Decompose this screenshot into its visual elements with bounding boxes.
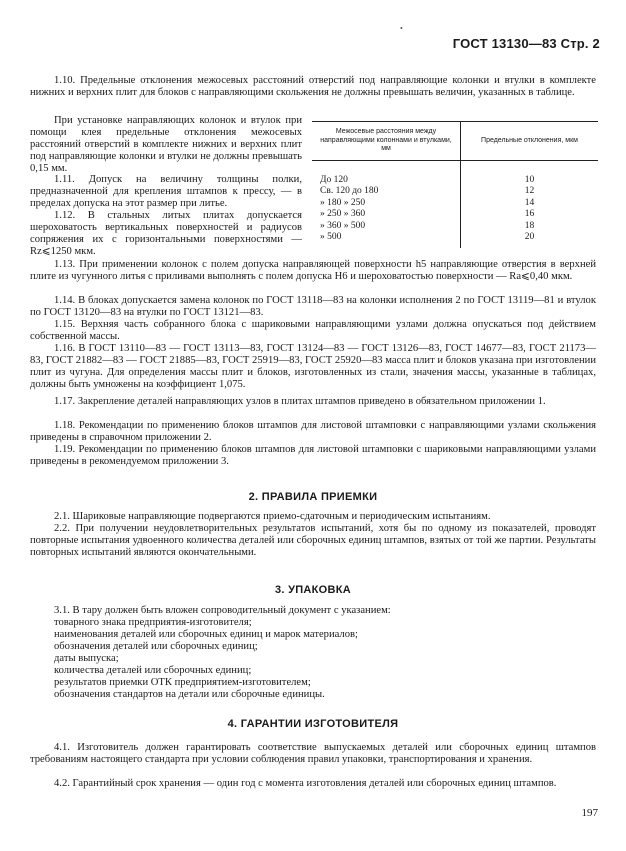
paragraph-4-2: 4.2. Гарантийный срок хранения — один год с момента изготовления деталей или сборочных единиц штампов.: [54, 778, 557, 789]
list-item: результатов приемки ОТК предприятием-изготовителем;: [54, 677, 311, 688]
page-header: ГОСТ 13130—83 Стр. 2: [452, 36, 600, 51]
paragraph-2-2: 2.2. При получении неудовлетворительных результатов испытаний, хотя бы по одному из показателей, проводят повторные испытания удвоенного количества деталей или сборочных единиц штампов, взятых от той же партии. Результаты повторных испытаний являются окончательными.: [30, 523, 596, 558]
paragraph-1-17: 1.17. Закрепление деталей направляющих узлов в плитах штампов приведено в обязательном приложении 1.: [54, 396, 546, 407]
paragraph-1-16: 1.16. В ГОСТ 13110—83 — ГОСТ 13113—83, ГОСТ 13124—83 — ГОСТ 13126—83, ГОСТ 14677—83, ГОСТ 21173—83, ГОСТ 21882—83 — ГОСТ 21885—83, ГОСТ 25919—83, ГОСТ 25920—83 масса плит и блоков указана при изготовлении плит из чугуна. Для определения массы плит и блоков, изготовленных из стали, значения массы, указанные в таблицах, должны быть умножены на коэффициент 1,075.: [30, 343, 596, 390]
page-number: 197: [581, 807, 598, 819]
list-item: обозначения стандартов на детали или сборочные единицы.: [54, 689, 325, 700]
paragraph-4-1: 4.1. Изготовитель должен гарантировать соответствие выпускаемых деталей или сборочных единиц штампов требованиям настоящего стандарта при условии соблюдения правил упаковки, транспортирования и хранения.: [30, 742, 596, 765]
table-header-distance: Межосевые расстояния между направляющими колоннами и втулками, мм: [312, 122, 461, 161]
list-item: даты выпуска;: [54, 653, 119, 664]
list-item: наименования деталей или сборочных единиц и марок материалов;: [54, 629, 358, 640]
paragraph-2-1: 2.1. Шариковые направляющие подвергаются приемо-сдаточным и периодическим испытаниям.: [54, 511, 491, 522]
table-row: » 360 » 500 18: [312, 221, 598, 233]
section-2-title: 2. ПРАВИЛА ПРИЕМКИ: [248, 491, 378, 503]
table-row: До 120 10: [312, 160, 598, 186]
paragraph-3-1: 3.1. В тару должен быть вложен сопроводительный документ с указанием:: [54, 605, 391, 616]
paragraph-1-15: 1.15. Верхняя часть собранного блока с шариковыми направляющими узлами должна опускаться под действием собственной массы.: [30, 319, 596, 342]
list-item: количества деталей или сборочных единиц;: [54, 665, 252, 676]
list-item: товарного знака предприятия-изготовителя;: [54, 617, 252, 628]
section-4-title: 4. ГАРАНТИИ ИЗГОТОВИТЕЛЯ: [227, 718, 399, 730]
packaging-list: [54, 617, 594, 701]
margin-mark: •: [400, 24, 403, 33]
deviation-table: [312, 121, 598, 248]
paragraph-1-18: 1.18. Рекомендации по применению блоков штампов для листовой штамповки с направляющими узлами скольжения приведены в справочном приложении 2.: [30, 420, 596, 443]
paragraph-glue: При установке направляющих колонок и втулок при помощи клея предельные отклонения межосевых расстояний отверстий в комплекте нижних и верхних плит под направляющие колонки и втулки не должны превышать 0,15 мм.: [30, 115, 302, 174]
paragraph-1-14: 1.14. В блоках допускается замена колонок по ГОСТ 13118—83 на колонки исполнения 2 по ГОСТ 13119—81 и втулок по ГОСТ 13120—83 на втулки по ГОСТ 13121—83.: [30, 295, 596, 318]
paragraph-1-11: 1.11. Допуск на величину толщины полки, предназначенной для крепления штампов к прессу, — в пределах допуска на этот размер при литье.: [30, 174, 302, 209]
paragraph-1-10: 1.10. Предельные отклонения межосевых расстояний отверстий под направляющие колонки и втулки в комплекте нижних и верхних плит для блоков с направляющими скольжения не должны превышать величин, указанных в таблице.: [30, 75, 596, 98]
section-3-title: 3. УПАКОВКА: [274, 584, 352, 596]
table-row: » 500 20: [312, 232, 598, 248]
list-item: обозначения деталей или сборочных единиц;: [54, 641, 258, 652]
paragraph-1-19: 1.19. Рекомендации по применению блоков штампов для листовой штамповки с шариковыми направляющими узлами приведены в рекомендуемом приложении 3.: [30, 444, 596, 467]
paragraph-1-12: 1.12. В стальных литых плитах допускается шероховатость вертикальных поверхностей и радиусов сопряжения их с горизонтальными поверхностями — Rz⩽1250 мкм.: [30, 210, 302, 257]
table-row: Св. 120 до 180 12: [312, 186, 598, 198]
paragraph-1-13: 1.13. При применении колонок с полем допуска направляющей поверхности h5 направляющие отверстия в верхней плите из чугунного литья с приливами выполнять с полем допуска H6 и шероховатостью поверхности — Ra⩽0,40 мкм.: [30, 259, 596, 282]
table-row: » 180 » 250 14: [312, 198, 598, 210]
table-row: » 250 » 360 16: [312, 209, 598, 221]
table-header-deviation: Предельные отклонения, мкм: [461, 122, 599, 161]
